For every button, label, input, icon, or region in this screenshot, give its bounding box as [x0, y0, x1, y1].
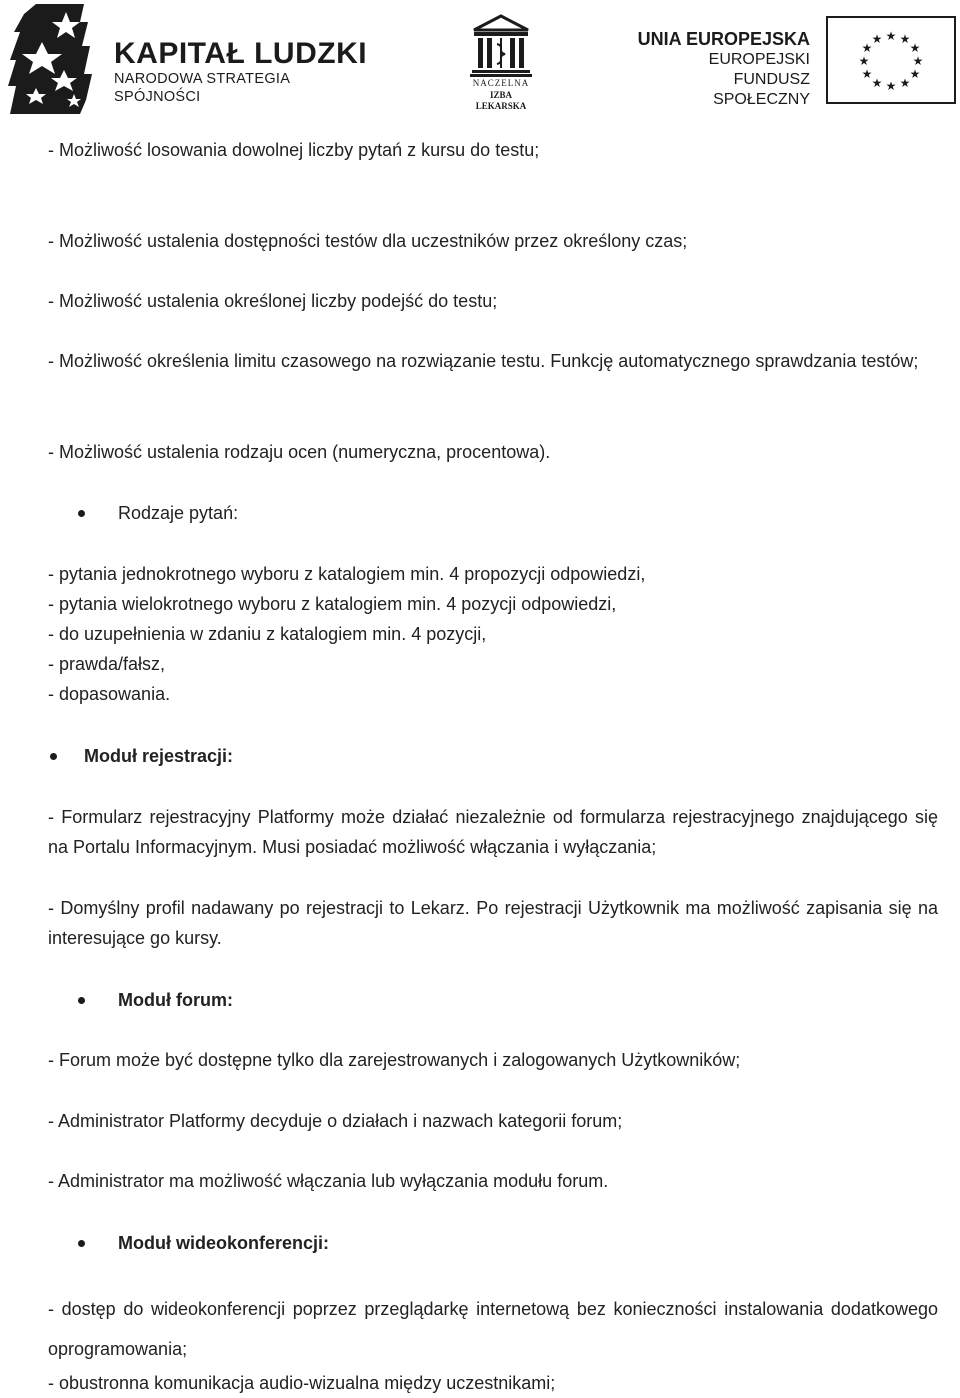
bullet-dot-icon — [78, 510, 85, 517]
svg-text:★: ★ — [909, 67, 921, 81]
bullet-text: Moduł wideokonferencji: — [118, 1233, 330, 1253]
line-limit-czasowy: - Możliwość określenia limitu czasowego na rozwiązanie testu. Funkcję automatycznego sprawdzania testów; — [48, 351, 919, 371]
kapital-ludzki-subtitle: NARODOWA STRATEGIA SPÓJNOŚCI — [114, 71, 290, 105]
eu-text — [636, 28, 810, 110]
para-formularz-rejestracyjny: - Formularz rejestracyjny Platformy może działać niezależnie od formularza rejestracyjnego znajdującego się na Portalu Informacyjnym. Musi posiadać możliwość włączania i wyłączania; — [48, 807, 938, 857]
svg-text:★: ★ — [909, 41, 921, 55]
line-uzupelnienie: - do uzupełnienia w zdaniu z katalogiem min. 4 pozycji, — [48, 624, 487, 644]
nil-text-line1: NACZELNA — [472, 78, 530, 88]
temple-icon — [470, 14, 532, 78]
line-rodzaj-ocen: - Możliwość ustalenia rodzaju ocen (numeryczna, procentowa). — [48, 442, 551, 462]
svg-text:★: ★ — [858, 54, 870, 68]
eu-stars-icon — [828, 18, 954, 102]
page-header — [0, 0, 960, 120]
svg-text:★: ★ — [885, 29, 897, 43]
line-pytania-wielokrotne: - pytania wielokrotnego wyboru z katalogiem min. 4 pozycji odpowiedzi, — [48, 594, 617, 614]
nil-text-line2: IZBA LEKARSKA — [475, 90, 527, 111]
svg-text:★: ★ — [899, 76, 911, 90]
kapital-ludzki-text — [114, 38, 376, 106]
eu-title: UNIA EUROPEJSKA — [637, 29, 810, 49]
line-pytania-jednokrotne: - pytania jednokrotnego wyboru z katalogiem min. 4 propozycji odpowiedzi, — [48, 564, 646, 584]
kapital-ludzki-title: KAPITAŁ LUDZKI — [114, 37, 368, 70]
svg-text:★: ★ — [899, 32, 911, 46]
eu-line3: FUNDUSZ SPOŁECZNY — [713, 71, 810, 108]
bullet-dot-icon — [78, 1240, 85, 1247]
svg-text:★: ★ — [871, 76, 883, 90]
bullet-dot-icon — [50, 753, 57, 760]
line-dostepnosc: - Możliwość ustalenia dostępności testów dla uczestników przez określony czas; — [48, 231, 688, 251]
bullet-text: Rodzaje pytań: — [118, 503, 239, 523]
svg-text:★: ★ — [861, 41, 873, 55]
naczelna-izba-lekarska-logo — [470, 14, 532, 111]
svg-text:★: ★ — [885, 79, 897, 93]
eu-line2: EUROPEJSKI — [708, 51, 810, 68]
eu-social-fund-logo — [636, 14, 958, 106]
kapital-ludzki-emblem-icon — [6, 2, 106, 116]
bullet-text: Moduł rejestracji: — [84, 746, 234, 766]
bullet-dot-icon — [78, 997, 85, 1004]
line-administrator-wlaczanie: - Administrator ma możliwość włączania lub wyłączania modułu forum. — [48, 1171, 609, 1191]
line-losowanie: - Możliwość losowania dowolnej liczby pytań z kursu do testu; — [48, 140, 540, 160]
line-administrator-decyduje: - Administrator Platformy decyduje o działach i nazwach kategorii forum; — [48, 1111, 623, 1131]
line-forum-dostepne: - Forum może być dostępne tylko dla zarejestrowanych i zalogowanych Użytkowników; — [48, 1050, 741, 1070]
line-komunikacja-audio: - obustronna komunikacja audio-wizualna między uczestnikami; — [48, 1373, 556, 1393]
para-domyslny-profil: - Domyślny profil nadawany po rejestracji to Lekarz. Po rejestracji Użytkownik ma możliwość zapisania się na interesujące go kursy. — [48, 898, 938, 948]
line-podejscia: - Możliwość ustalenia określonej liczby podejść do testu; — [48, 291, 498, 311]
svg-text:★: ★ — [871, 32, 883, 46]
svg-text:★: ★ — [912, 54, 924, 68]
svg-text:★: ★ — [861, 67, 873, 81]
line-prawda-falsz: - prawda/fałsz, — [48, 654, 166, 674]
eu-flag — [826, 16, 956, 104]
bullet-text: Moduł forum: — [118, 990, 233, 1010]
line-dopasowania: - dopasowania. — [48, 684, 171, 704]
para-dostep-wideokonferencji: - dostęp do wideokonferencji poprzez przeglądarkę internetową bez konieczności instalowania dodatkowego oprogramowania; — [48, 1299, 938, 1359]
kapital-ludzki-logo — [6, 2, 376, 116]
